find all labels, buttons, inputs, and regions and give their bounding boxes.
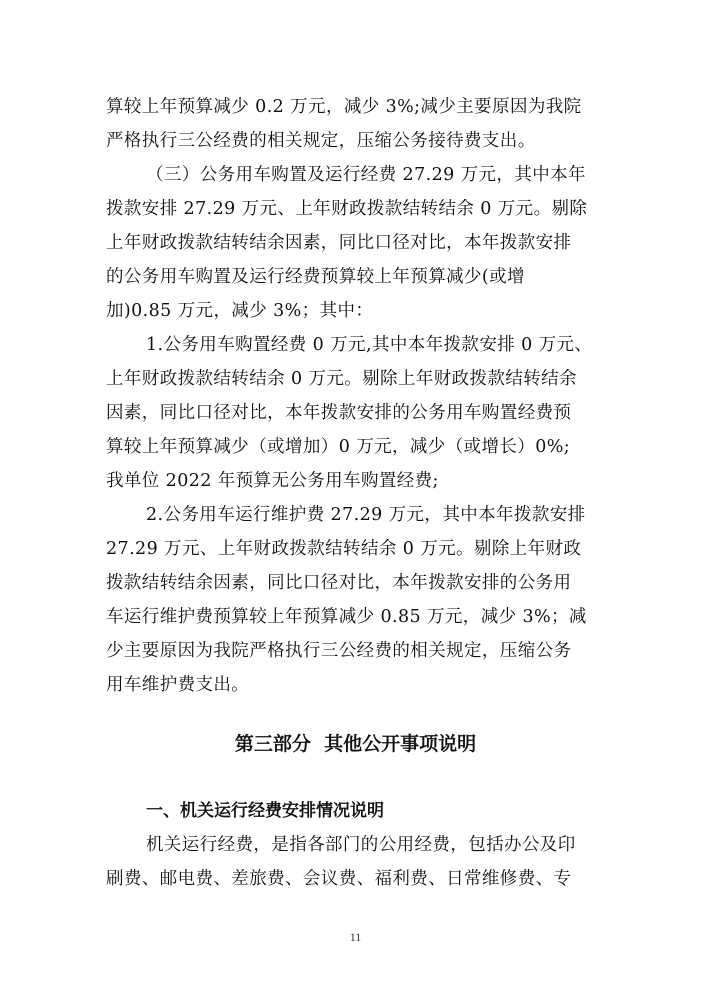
page-number: 11 — [349, 930, 362, 944]
body-line: 27.29 万元、上年财政拨款结转结余 0 万元。剔除上年财政 — [106, 539, 582, 559]
section-heading: 第三部分 其他公开事项说明 — [234, 733, 477, 755]
body-line: 加)0.85 万元，减少 3%；其中： — [106, 301, 374, 321]
body-line: 2.公务用车运行维护费 27.29 万元，其中本年拨款安排 — [146, 505, 586, 525]
body-line: 刷费、邮电费、差旅费、会议费、福利费、日常维修费、专 — [106, 869, 572, 889]
body-line: 机关运行经费，是指各部门的公用经费，包括办公及印 — [146, 835, 576, 855]
sub-heading: 一、机关运行经费安排情况说明 — [146, 801, 384, 821]
body-line: 上年财政拨款结转结余 0 万元。剔除上年财政拨款结转结余 — [106, 369, 577, 389]
body-line: 拨款安排 27.29 万元、上年财政拨款结转结余 0 万元。剔除 — [106, 199, 588, 219]
body-line: 严格执行三公经费的相关规定，压缩公务接待费支出。 — [106, 131, 536, 151]
body-line: （三）公务用车购置及运行经费 27.29 万元，其中本年 — [146, 165, 586, 185]
body-line: 因素，同比口径对比，本年拨款安排的公务用车购置经费预 — [106, 403, 572, 423]
body-line: 我单位 2022 年预算无公务用车购置经费; — [106, 471, 439, 491]
body-line: 车运行维护费预算较上年预算减少 0.85 万元，减少 3%；减 — [106, 607, 587, 627]
body-line: 的公务用车购置及运行经费预算较上年预算减少(或增 — [106, 267, 525, 287]
body-line: 拨款结转结余因素，同比口径对比，本年拨款安排的公务用 — [106, 573, 572, 593]
body-line: 少主要原因为我院严格执行三公经费的相关规定，压缩公务 — [106, 641, 572, 661]
body-line: 用车维护费支出。 — [106, 675, 250, 695]
body-line: 上年财政拨款结转结余因素，同比口径对比，本年拨款安排 — [106, 233, 572, 253]
body-line: 算较上年预算减少 0.2 万元，减少 3%;减少主要原因为我院 — [106, 97, 582, 117]
body-line: 算较上年预算减少（或增加）0 万元，减少（或增长）0%; — [106, 437, 571, 457]
body-line: 1.公务用车购置经费 0 万元,其中本年拨款安排 0 万元、 — [146, 335, 593, 355]
